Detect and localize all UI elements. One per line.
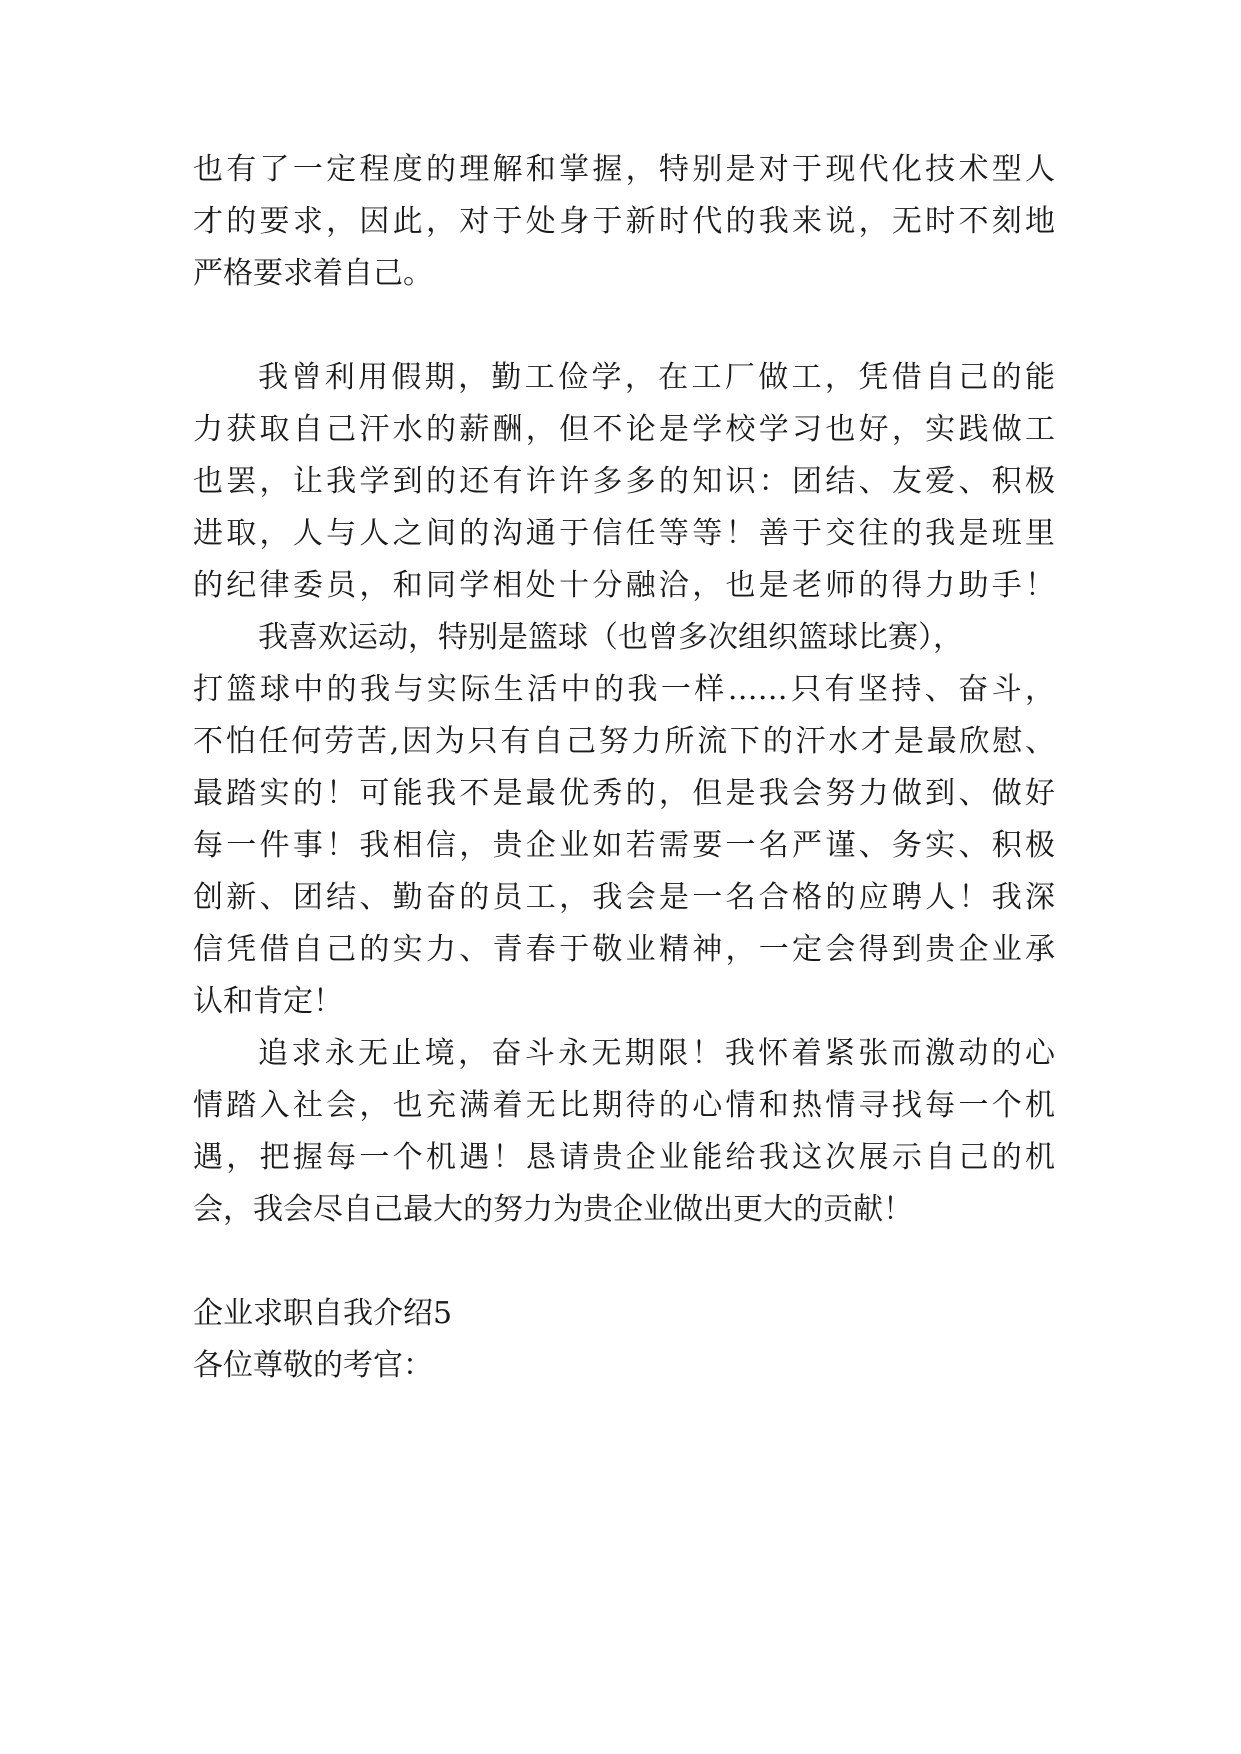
salutation: 各位尊敬的考官： [193,1348,433,1383]
paragraph-3-line-3: 不怕任何劳苦,因为只有自己努力所流下的汗水才是最欣慰、 [193,724,1055,759]
section-heading: 企业求职自我介绍5 [193,1296,453,1331]
paragraph-3-line-1: 我喜欢运动，特别是篮球（也曾多次组织篮球比赛）， [258,620,963,655]
paragraph-4-line-2: 情踏入社会，也充满着无比期待的心情和热情寻找每一个机 [193,1088,1055,1123]
paragraph-2-line-3: 也罢，让我学到的还有许许多多的知识：团结、友爱、积极 [193,464,1055,499]
paragraph-3-line-2: 打篮球中的我与实际生活中的我一样……只有坚持、奋斗， [193,672,1055,707]
paragraph-4-line-4: 会，我会尽自己最大的努力为贵企业做出更大的贡献！ [193,1192,913,1227]
paragraph-1-line-3: 严格要求着自己。 [193,256,433,291]
paragraph-1-line-2: 才的要求，因此，对于处身于新时代的我来说，无时不刻地 [193,204,1055,239]
paragraph-1-line-1: 也有了一定程度的理解和掌握，特别是对于现代化技术型人 [193,152,1055,187]
paragraph-4-line-3: 遇，把握每一个机遇！恳请贵企业能给我这次展示自己的机 [193,1140,1055,1175]
paragraph-3-line-8: 认和肯定！ [193,984,343,1019]
paragraph-3-line-4: 最踏实的！可能我不是最优秀的，但是我会努力做到、做好 [193,776,1055,811]
paragraph-4-line-1: 追求永无止境，奋斗永无期限！我怀着紧张而激动的心 [258,1036,1055,1071]
paragraph-2-line-1: 我曾利用假期，勤工俭学，在工厂做工，凭借自己的能 [258,360,1055,395]
paragraph-3-line-5: 每一件事！我相信，贵企业如若需要一名严谨、务实、积极 [193,828,1055,863]
paragraph-3-line-6: 创新、团结、勤奋的员工，我会是一名合格的应聘人！我深 [193,880,1055,915]
paragraph-2-line-5: 的纪律委员，和同学相处十分融洽，也是老师的得力助手！ [193,568,1055,603]
paragraph-3-line-7: 信凭借自己的实力、青春于敬业精神，一定会得到贵企业承 [193,932,1055,967]
paragraph-2-line-4: 进取，人与人之间的沟通于信任等等！善于交往的我是班里 [193,516,1055,551]
paragraph-2-line-2: 力获取自己汗水的薪酬，但不论是学校学习也好，实践做工 [193,412,1055,447]
